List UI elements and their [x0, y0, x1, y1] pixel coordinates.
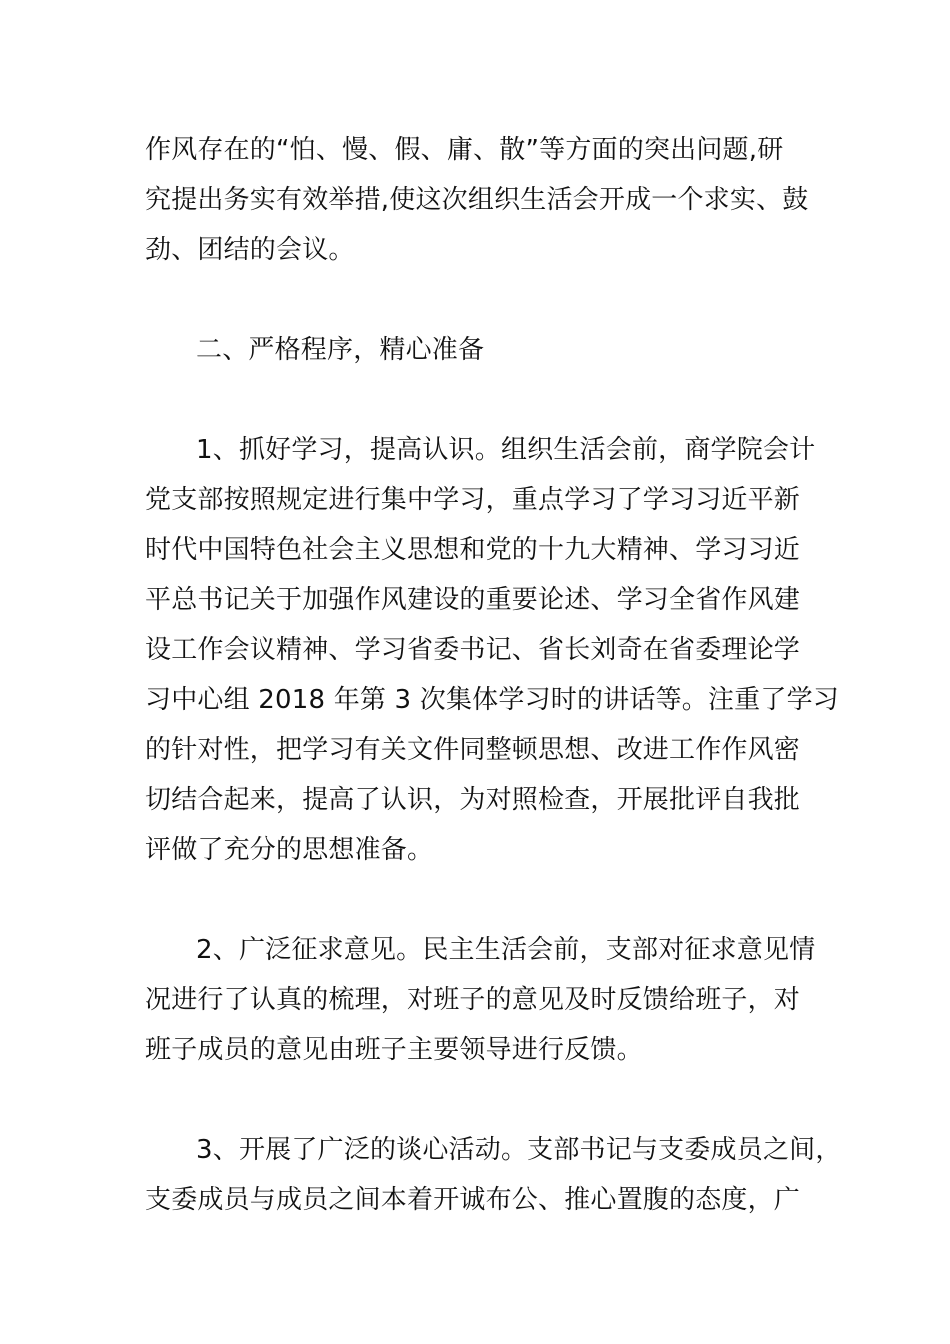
body-text-line: 作风存在的“怕、慢、假、庸、散”等方面的突出问题,研	[145, 135, 784, 165]
body-text-line: 评做了充分的思想准备。	[145, 835, 434, 865]
body-text-line: 3、开展了广泛的谈心活动。支部书记与支委成员之间，	[196, 1135, 842, 1165]
body-text-line: 切结合起来，提高了认识，为对照检查，开展批评自我批	[145, 785, 801, 815]
body-text-line: 2、广泛征求意见。民主生活会前，支部对征求意见情	[196, 935, 816, 965]
body-text-line: 设工作会议精神、学习省委书记、省长刘奇在省委理论学	[145, 635, 801, 665]
body-text-line: 平总书记关于加强作风建设的重要论述、学习全省作风建	[145, 585, 801, 615]
body-text-line: 习中心组 2018 年第 3 次集体学习时的讲话等。注重了学习	[145, 685, 839, 715]
body-text-line: 时代中国特色社会主义思想和党的十九大精神、学习习近	[145, 535, 801, 565]
body-text-line: 的针对性，把学习有关文件同整顿思想、改进工作作风密	[145, 735, 801, 765]
body-text-line: 班子成员的意见由班子主要领导进行反馈。	[145, 1035, 643, 1065]
body-text-line: 究提出务实有效举措,使这次组织生活会开成一个求实、鼓	[145, 185, 809, 215]
section-heading: 二、严格程序，精心准备	[196, 335, 485, 365]
body-text-line: 1、抓好学习，提高认识。组织生活会前，商学院会计	[196, 435, 816, 465]
body-text-line: 支委成员与成员之间本着开诚布公、推心置腹的态度，广	[145, 1185, 801, 1215]
body-text-line: 况进行了认真的梳理，对班子的意见及时反馈给班子，对	[145, 985, 801, 1015]
body-text-line: 党支部按照规定进行集中学习，重点学习了学习习近平新	[145, 485, 801, 515]
body-text-line: 劲、团结的会议。	[145, 235, 355, 265]
